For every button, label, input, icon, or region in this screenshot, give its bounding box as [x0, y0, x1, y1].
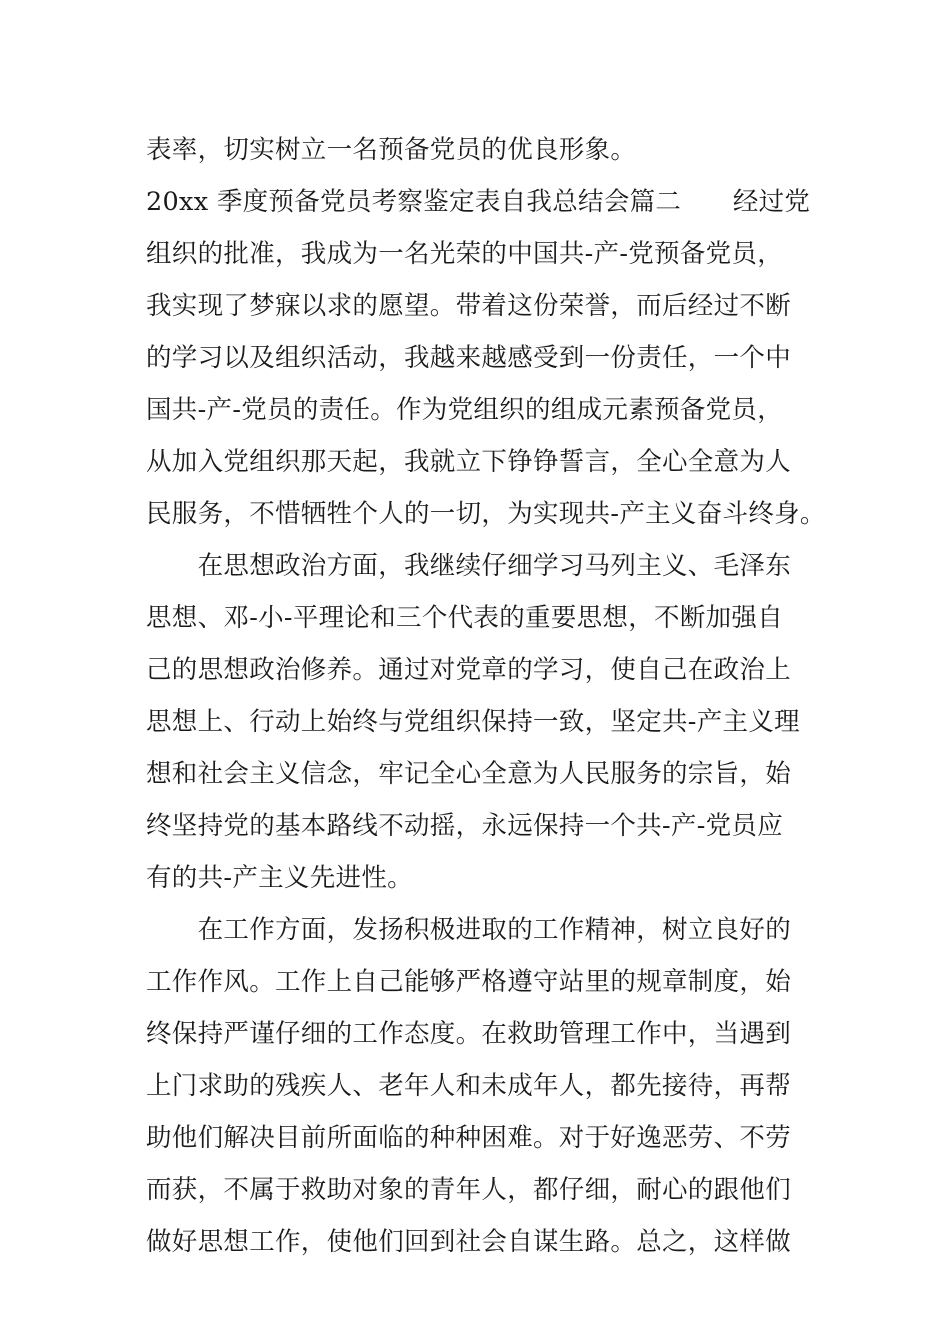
text-line: 国共-产-党员的责任。作为党组织的组成元素预备党员， — [146, 395, 784, 425]
text-line: 民服务，不惜牺牲个人的一切，为实现共-产主义奋斗终身。 — [146, 499, 826, 529]
text-line: 组织的批准，我成为一名光荣的中国共-产-党预备党员， — [146, 239, 784, 269]
text-line: 做好思想工作，使他们回到社会自谋生路。总之，这样做 — [146, 1227, 792, 1257]
text-line: 而获，不属于救助对象的青年人，都仔细，耐心的跟他们 — [146, 1175, 792, 1205]
text-line: 有的共-产主义先进性。 — [146, 863, 413, 893]
text-line: 终保持严谨仔细的工作态度。在救助管理工作中，当遇到 — [146, 1019, 792, 1049]
text-line: 工作作风。工作上自己能够严格遵守站里的规章制度，始 — [146, 967, 792, 997]
text-line: 在思想政治方面，我继续仔细学习马列主义、毛泽东 — [146, 551, 792, 581]
text-line: 思想上、行动上始终与党组织保持一致，坚定共-产主义理 — [146, 707, 800, 737]
text-line: 终坚持党的基本路线不动摇，永远保持一个共-产-党员应 — [146, 811, 784, 841]
text-line: 我实现了梦寐以求的愿望。带着这份荣誉，而后经过不断 — [146, 291, 792, 321]
text-line: 思想、邓-小-平理论和三个代表的重要思想，不断加强自 — [146, 603, 784, 633]
text-line: 助他们解决目前所面临的种种困难。对于好逸恶劳、不劳 — [146, 1123, 792, 1153]
text-line: 在工作方面，发扬积极进取的工作精神，树立良好的 — [146, 915, 792, 945]
document-body — [146, 124, 826, 1268]
text-line: 己的思想政治修养。通过对党章的学习，使自己在政治上 — [146, 655, 792, 685]
text-line: 20xx 季度预备党员考察鉴定表自我总结会篇二 经过党 — [146, 187, 811, 217]
text-line: 从加入党组织那天起，我就立下铮铮誓言，全心全意为人 — [146, 447, 792, 477]
text-line: 的学习以及组织活动，我越来越感受到一份责任，一个中 — [146, 343, 792, 373]
text-line: 上门求助的残疾人、老年人和未成年人，都先接待，再帮 — [146, 1071, 792, 1101]
text-line: 表率，切实树立一名预备党员的优良形象。 — [146, 135, 637, 165]
text-line: 想和社会主义信念，牢记全心全意为人民服务的宗旨，始 — [146, 759, 792, 789]
